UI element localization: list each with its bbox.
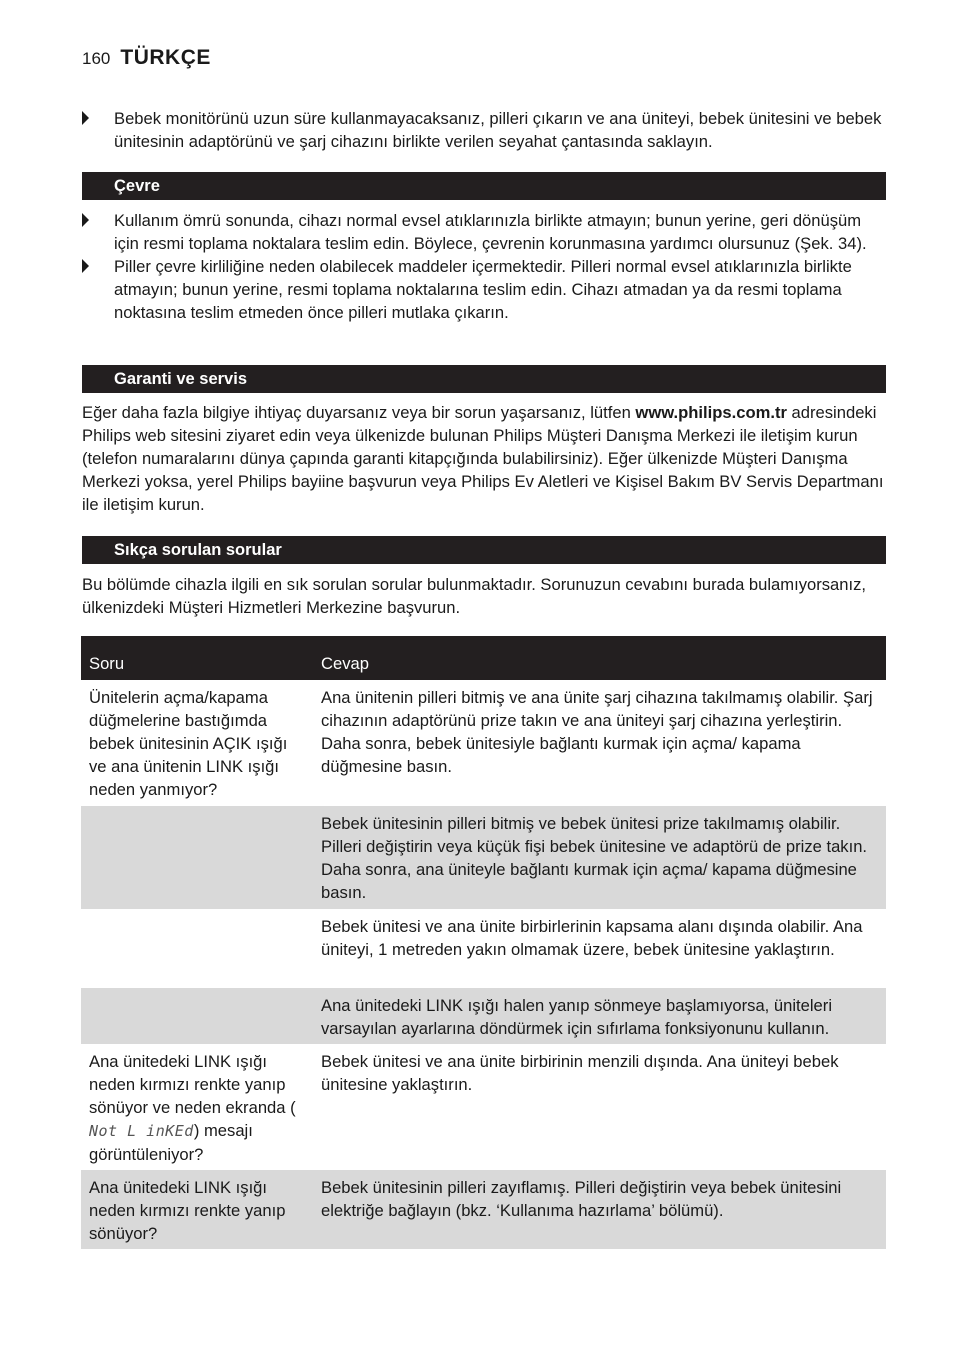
lcd-message-text: Not L inKEd — [89, 1122, 194, 1140]
bullet-arrow-icon — [82, 111, 89, 125]
bullet-item — [82, 209, 886, 255]
question-cell — [81, 988, 313, 1044]
question-text-before: Ana ünitedeki LINK ışığı neden kırmızı renkte yanıp sönüyor ve neden ekranda ( — [89, 1052, 296, 1117]
bullet-arrow-icon — [82, 213, 89, 227]
answer-cell: Bebek ünitesi ve ana ünite birbirlerinin kapsama alanı dışında olabilir. Ana üniteyi, 1 metreden yakın olmamak üzere, bebek ünitesine yaklaştırın. — [313, 909, 886, 988]
environment-bullet-list — [82, 209, 886, 324]
question-text-after: ) mesajı görüntüleniyor? — [89, 1121, 253, 1164]
philips-website-link[interactable]: www.philips.com.tr — [635, 403, 787, 422]
guarantee-paragraph — [82, 401, 886, 516]
bullet-arrow-icon — [82, 259, 89, 273]
table-row — [81, 909, 886, 988]
guarantee-text-before: Eğer daha fazla bilgiye ihtiyaç duyarsanız veya bir sorun yaşarsanız, lütfen — [82, 403, 636, 422]
table-row — [81, 806, 886, 909]
page-number: 160 — [82, 49, 111, 68]
question-cell — [81, 806, 313, 909]
question-cell — [81, 909, 313, 988]
answer-cell: Bebek ünitesinin pilleri zayıflamış. Pilleri değiştirin veya bebek ünitesini elektriğe bağlayın (bkz. ‘Kullanıma hazırlama’ bölümü). — [313, 1170, 886, 1249]
page-header — [82, 46, 211, 70]
section-heading-guarantee: Garanti ve servis — [82, 365, 886, 393]
column-header-answer: Cevap — [313, 636, 886, 680]
answer-cell: Ana ünitenin pilleri bitmiş ve ana ünite şarj cihazına takılmamış olabilir. Şarj cihazının adaptörünü prize takın ve ana üniteyi şarj cihazına yerleştirin. Daha sonra, bebek ünitesiyle bağlantı kurmak için açma/ kapama düğmesine basın. — [313, 680, 886, 806]
answer-cell: Bebek ünitesinin pilleri bitmiş ve bebek ünitesi prize takılmamış olabilir. Pilleri değiştirin veya küçük fişi bebek ünitesine ve adaptörü de prize takın. Daha sonra, ana üniteyle bağlantı kurmak için açma/ kapama düğmesine basın. — [313, 806, 886, 909]
table-row — [81, 1170, 886, 1249]
faq-header-row — [81, 636, 886, 680]
column-header-question: Soru — [81, 636, 313, 680]
bullet-item — [82, 107, 886, 153]
faq-intro-paragraph: Bu bölümde cihazla ilgili en sık sorulan sorular bulunmaktadır. Sorunuzun cevabını burada bulamıyorsanız, ülkenizdeki Müşteri Hizmetleri Merkezine başvurun. — [82, 575, 867, 617]
bullet-item — [82, 255, 886, 324]
faq-table — [81, 636, 886, 1249]
language-heading: TÜRKÇE — [120, 46, 211, 69]
question-cell: Ana ünitedeki LINK ışığı neden kırmızı renkte yanıp sönüyor? — [81, 1170, 313, 1249]
table-row — [81, 680, 886, 806]
table-row — [81, 1044, 886, 1170]
storage-bullet-list — [82, 107, 886, 153]
bullet-text: Kullanım ömrü sonunda, cihazı normal evsel atıklarınızla birlikte atmayın; bunun yerine, geri dönüşüm için resmi toplama noktalara teslim edin. Böylece, çevrenin korunmasına yardımcı olursunuz (Şek. 34). — [114, 211, 867, 253]
answer-cell: Bebek ünitesi ve ana ünite birbirinin menzili dışında. Ana üniteyi bebek ünitesine yaklaştırın. — [313, 1044, 886, 1170]
question-cell: Ünitelerin açma/kapama düğmelerine bastığımda bebek ünitesinin AÇIK ışığı ve ana ünitenin LINK ışığı neden yanmıyor? — [81, 680, 313, 806]
bullet-text: Piller çevre kirliliğine neden olabilecek maddeler içermektedir. Pilleri normal evsel atıklarınızla birlikte atmayın; bunun yerine, resmi toplama noktalarına teslim edin. Cihazı atmadan ya da resmi toplama noktasına teslim etmeden önce pilleri mutlaka çıkarın. — [114, 257, 852, 322]
answer-cell: Ana ünitedeki LINK ışığı halen yanıp sönmeye başlamıyorsa, üniteleri varsayılan ayarlarına döndürmek için sıfırlama fonksiyonunu kullanın. — [313, 988, 886, 1044]
bullet-text: Bebek monitörünü uzun süre kullanmayacaksanız, pilleri çıkarın ve ana üniteyi, bebek ünitesini ve bebek ünitesinin adaptörünü ve şarj cihazını birlikte verilen seyahat çantasında saklayın. — [114, 109, 882, 151]
section-heading-faq: Sıkça sorulan sorular — [82, 536, 886, 564]
guarantee-text-after: adresindeki Philips web sitesini ziyaret edin veya ülkenizde bulunan Philips Müşteri Danışma Merkezi ile iletişim kurun (telefon numaralarını dünya çapında garanti kitapçığında bulabilirsiniz). Eğer ülkenizde Müşteri Danışma Merkezi yoksa, yerel Philips bayiine başvurun veya Philips Ev Aletleri ve Kişisel Bakım BV Servis Departmanı ile iletişim kurun. — [82, 403, 884, 514]
section-heading-environment: Çevre — [82, 172, 886, 200]
table-row — [81, 988, 886, 1044]
question-cell — [81, 1044, 313, 1170]
